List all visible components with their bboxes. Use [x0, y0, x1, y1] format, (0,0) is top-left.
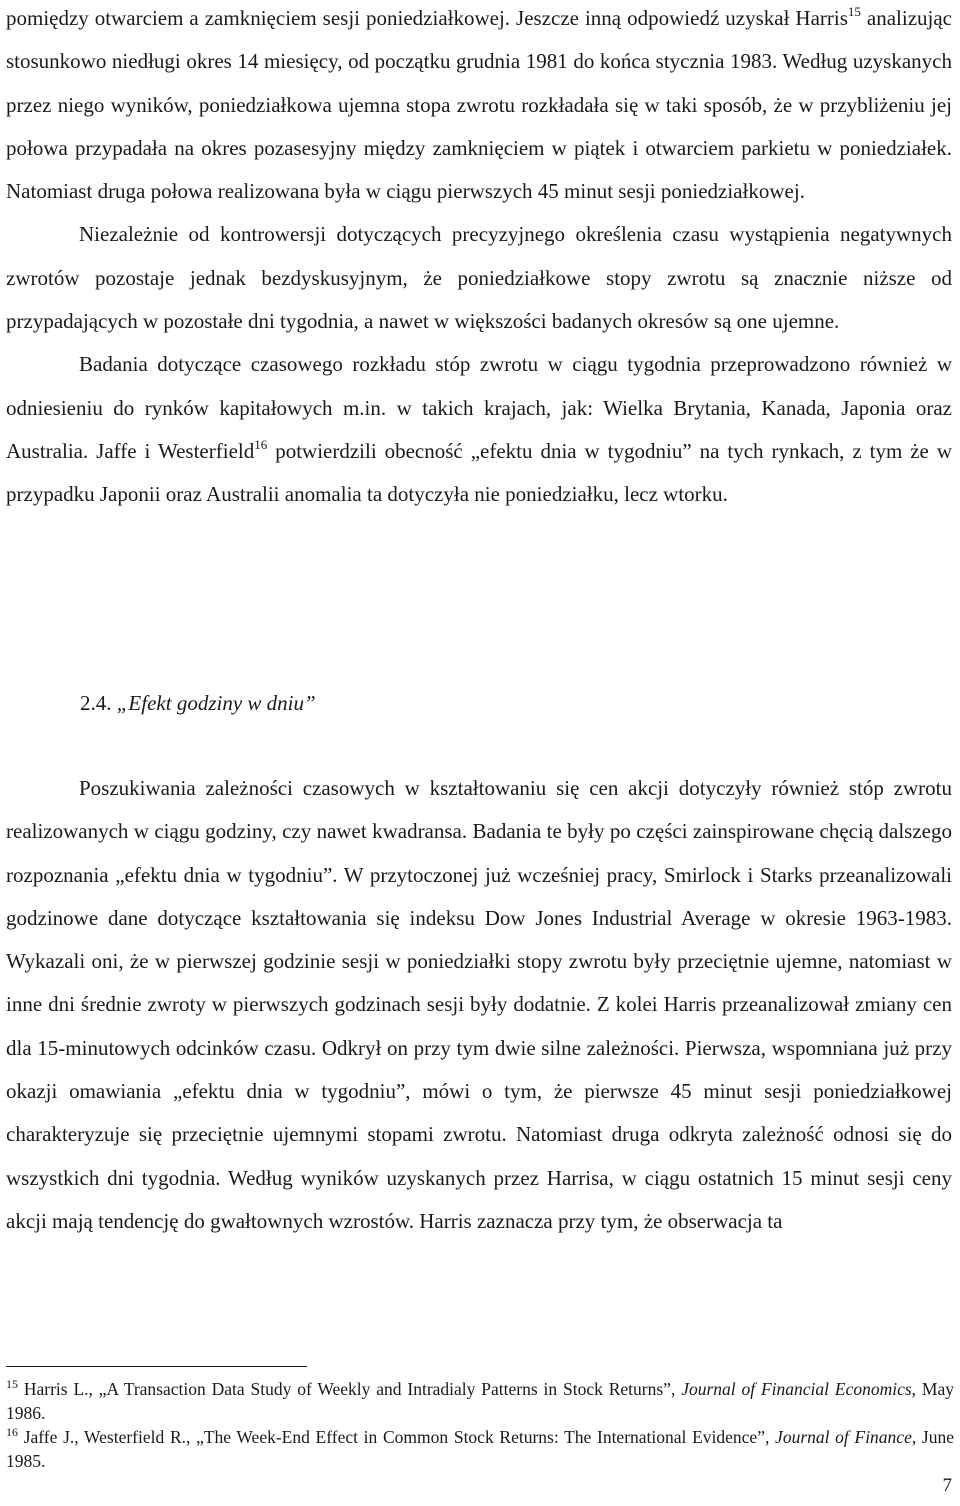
body-text-section: [6, 767, 952, 1243]
section-title: „Efekt godziny w dniu”: [116, 691, 316, 715]
footnote-ref-15[interactable]: 15: [847, 4, 861, 19]
section-number: 2.4.: [80, 691, 112, 715]
footnote-15: $^{15}$ Harris L., „A Transaction Data Study of Weekly and Intradialy Patterns in Stock Returns”, Journal of Financial Economics, May 1986.: [6, 1377, 954, 1423]
journal-title: Journal of Finance: [775, 1427, 912, 1447]
footnote-mark: 16: [6, 1425, 18, 1439]
footnote-separator: [6, 1366, 307, 1367]
paragraph-2: Niezależnie od kontrowersji dotyczących precyzyjnego określenia czasu wystąpienia negatywnych zwrotów pozostaje jednak bezdyskusyjnym, że poniedziałkowe stopy zwrotu są znacznie niższe od przypadających w pozostałe dni tygodnia, a nawet w większości badanych okresów są one ujemne.: [6, 222, 952, 334]
footnote-ref-16[interactable]: 16: [254, 436, 268, 452]
section-heading: [80, 688, 316, 718]
paragraph-1: pomiędzy otwarciem a zamknięciem sesji poniedziałkowej. Jeszcze inną odpowiedź uzyskał Harris$^{15}$ analizując stosunkowo niedługi okres 14 miesięcy, od początku grudnia 1981 do końca stycznia 1983. Według uzyskanych przez niego wyników, poniedziałkowa ujemna stopa zwrotu rozkładała się w taki sposób, że w przybliżeniu jej połowa przypadała na okres pozasesyjny między zamknięciem w piątek i otwarciem parkietu w poniedziałek. Natomiast druga połowa realizowana była w ciągu pierwszych 45 minut sesji poniedziałkowej.: [6, 4, 952, 204]
footnote-16: $^{16}$ Jaffe J., Westerfield R., „The Week-End Effect in Common Stock Returns: The International Evidence”, Journal of Finance, June 1985.: [6, 1425, 954, 1471]
paragraph-4: Poszukiwania zależności czasowych w kształtowaniu się cen akcji dotyczyły również stóp zwrotu realizowanych w ciągu godziny, czy nawet kwadransa. Badania te były po części zainspirowane chęcią dalszego rozpoznania „efektu dnia w tygodniu”. W przytoczonej już wcześniej pracy, Smirlock i Starks przeanalizowali godzinowe dane dotyczące kształtowania się indeksu Dow Jones Industrial Average w okresie 1963-1983. Wykazali oni, że w pierwszej godzinie sesji w poniedziałki stopy zwrotu były przeciętnie ujemne, natomiast w inne dni średnie zwroty w pierwszych godzinach sesji były dodatnie. Z kolei Harris przeanalizował zmiany cen dla 15-minutowych odcinków czasu. Odkrył on przy tym dwie silne zależności. Pierwsza, wspomniana już przy okazji omawiania „efektu dnia w tygodniu”, mówi o tym, że pierwsze 45 minut sesji poniedziałkowej charakteryzuje się przeciętnie ujemnymi stopami zwrotu. Natomiast druga odkryta zależność odnosi się do wszystkich dni tygodnia. Według wyników uzyskanych przez Harrisa, w ciągu ostatnich 15 minut sesji ceny akcji mają tendencję do gwałtownych wzrostów. Harris zaznacza przy tym, że obserwacja ta: [6, 776, 952, 1233]
footnotes: [6, 1377, 954, 1473]
paragraph-3: Badania dotyczące czasowego rozkładu stóp zwrotu w ciągu tygodnia przeprowadzono również w odniesieniu do rynków kapitałowych m.in. w takich krajach, jak: Wielka Brytania, Kanada, Japonia oraz Australia. Jaffe i Westerfield$^{16}$ potwierdzili obecność „efektu dnia w tygodniu” na tych rynkach, z tym że w przypadku Japonii oraz Australii anomalia ta dotyczyła nie poniedziałku, lecz wtorku.: [6, 352, 952, 507]
page-number: 7: [942, 1475, 952, 1496]
journal-title: Journal of Financial Economics: [681, 1379, 912, 1399]
body-text-top: [6, 0, 952, 517]
footnote-mark: 15: [6, 1377, 18, 1391]
